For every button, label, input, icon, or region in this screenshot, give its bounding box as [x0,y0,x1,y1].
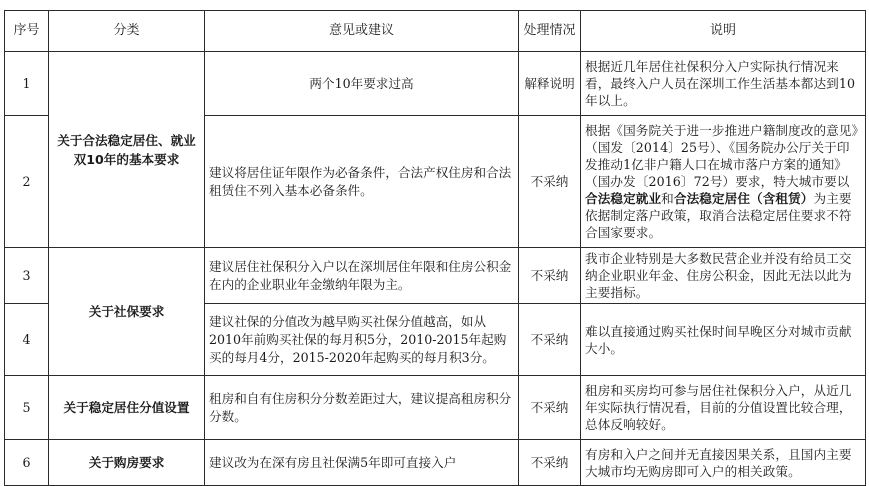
opinion-cell: 建议社保的分值改为越早购买社保分值越高，如从2010年前购买社保的每月积5分，2010-2015年起购买的每月4分，2015-2020年起购买的每月积3分。 [205,304,519,376]
header-explanation: 说明 [581,11,866,52]
explanation-cell: 难以直接通过购买社保时间早晚区分对城市贡献大小。 [581,304,866,376]
header-no: 序号 [5,11,49,52]
table-row [5,52,866,116]
row-number: 2 [5,116,49,248]
explanation-bold: 合法稳定居住（含租赁） [673,191,814,206]
row-number: 6 [5,440,49,486]
opinion-cell: 建议改为在深有房且社保满5年即可直接入户 [205,440,519,486]
row-number: 4 [5,304,49,376]
row-number: 5 [5,376,49,440]
opinions-table [4,10,866,486]
explanation-cell: 我市企业特别是大多数民营企业并没有给员工交纳企业职业年金、住房公积金，因此无法以此为主要指标。 [581,248,866,304]
row-number: 3 [5,248,49,304]
explanation-cell: 租房和买房均可参与居住社保积分入户，从近几年实际执行情况看，目前的分值设置比较合理，总体反响较好。 [581,376,866,440]
category-cell: 关于合法稳定居住、就业双10年的基本要求 [49,52,205,248]
opinion-cell: 建议将居住证年限作为必备条件，合法产权住房和合法租赁住不列入基本必备条件。 [205,116,519,248]
handling-cell: 不采纳 [519,304,581,376]
opinion-cell: 租房和自有住房积分分数差距过大，建议提高租房积分分数。 [205,376,519,440]
explanation-bold: 合法稳定就业 [585,191,662,206]
handling-cell: 不采纳 [519,440,581,486]
explanation-cell [581,116,866,248]
table-row [5,376,866,440]
header-category: 分类 [49,11,205,52]
opinion-cell: 建议居住社保积分入户以在深圳居住年限和住房公积金在内的企业职业年金缴纳年限为主。 [205,248,519,304]
explanation-text: 根据《国务院关于进一步推进户籍制度改的意见》（国发〔2014〕25号）、《国务院办公厅关于印发推动1亿非户籍人口在城市落户方案的通知》（国办发〔2016〕72号）要求，特大城市要以 [585,123,858,189]
header-handling: 处理情况 [519,11,581,52]
explanation-cell: 根据近几年居住社保积分入户实际执行情况来看，最终入户人员在深圳工作生活基本都达到10年以上。 [581,52,866,116]
row-number: 1 [5,52,49,116]
header-opinion: 意见或建议 [205,11,519,52]
explanation-text: 为主要依据制定落户政策，取消合法稳定居住要求不符合国家要求。 [585,191,852,240]
handling-cell: 解释说明 [519,52,581,116]
explanation-text: 和 [661,191,674,206]
category-cell: 关于稳定居住分值设置 [49,376,205,440]
handling-cell: 不采纳 [519,376,581,440]
table-header-row [5,11,866,52]
table-row [5,440,866,486]
explanation-cell: 有房和入户之间并无直接因果关系，且国内主要大城市均无购房即可入户的相关政策。 [581,440,866,486]
handling-cell: 不采纳 [519,116,581,248]
category-cell: 关于社保要求 [49,248,205,376]
table-row [5,248,866,304]
top-margin [0,0,869,10]
handling-cell: 不采纳 [519,248,581,304]
opinion-cell: 两个10年要求过高 [205,52,519,116]
category-cell: 关于购房要求 [49,440,205,486]
